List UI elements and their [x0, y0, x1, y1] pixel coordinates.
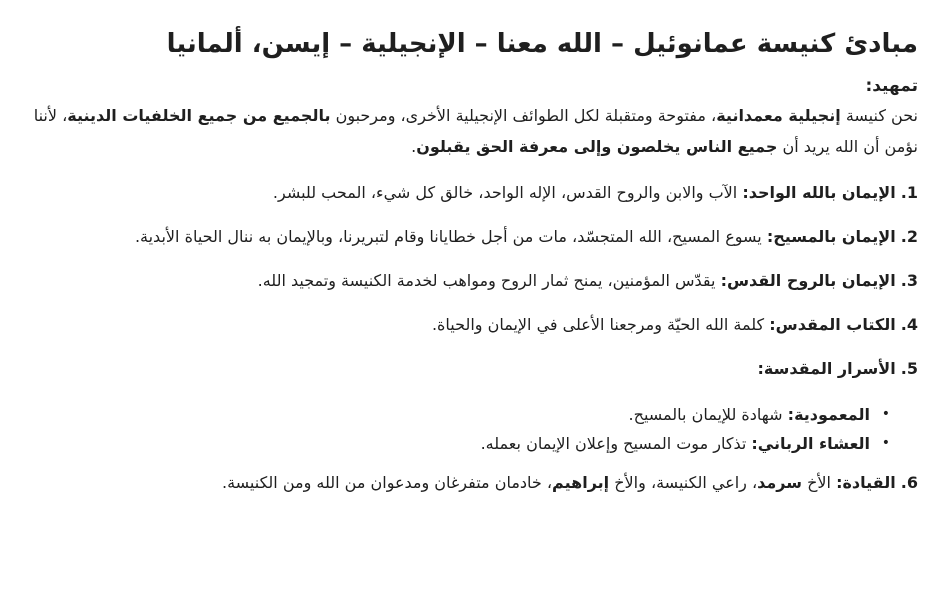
principle-number: 4.	[900, 315, 918, 334]
intro-text-2: ، مفتوحة ومتقبلة لكل الطوائف الإنجيلية الأخرى، ومرحبون	[330, 106, 717, 125]
sacraments-list	[14, 400, 918, 458]
intro-bold-2: بالجميع من جميع الخلفيات الدينية	[67, 106, 331, 125]
principle-label: الكتاب المقدس:	[769, 315, 896, 334]
leadership-text-1: الأخ	[802, 473, 837, 492]
principle-item-4	[14, 312, 918, 338]
principle-label: الإيمان بالله الواحد:	[742, 183, 896, 202]
principle-number: 2.	[900, 227, 918, 246]
intro-paragraph	[14, 100, 918, 162]
list-item-lords-supper	[14, 429, 890, 458]
bullet-icon: •	[881, 406, 890, 422]
page-title: مبادئ كنيسة عمانوئيل – الله معنا – الإنجيلية – إيسن، ألمانيا	[166, 29, 918, 59]
principle-number: 3.	[900, 271, 918, 290]
intro-bold-3: جميع الناس يخلصون وإلى معرفة الحق يقبلون	[416, 137, 778, 156]
bullet-icon: •	[881, 435, 890, 451]
principle-label: الإيمان بالروح القدس:	[720, 271, 896, 290]
principle-number: 1.	[900, 183, 918, 202]
principle-label: الإيمان بالمسيح:	[766, 227, 896, 246]
sacrament-text: تذكار موت المسيح وإعلان الإيمان بعمله.	[480, 434, 752, 453]
leadership-name-1: سرمد	[757, 473, 802, 492]
intro-text-4: .	[411, 137, 417, 156]
principle-item-3	[14, 268, 918, 294]
leadership-text-2: ، راعي الكنيسة، والأخ	[609, 473, 758, 492]
principle-item-5	[14, 356, 918, 382]
sacrament-label: المعمودية:	[787, 405, 870, 424]
principle-text: الآب والابن والروح القدس، الإله الواحد، خالق كل شيء، المحب للبشر.	[272, 183, 743, 202]
intro-text-1: نحن كنيسة	[840, 106, 918, 125]
intro-bold-1: إنجيلية معمدانية	[716, 106, 841, 125]
principle-text: يسوع المسيح، الله المتجسّد، مات من أجل خطايانا وقام لتبريرنا، وبالإيمان به ننال الحياة الأبدية.	[134, 227, 767, 246]
intro-heading: تمهيد:	[865, 76, 918, 96]
principle-number: 6.	[900, 473, 918, 492]
list-item-baptism	[14, 400, 890, 429]
principle-item-2	[14, 224, 918, 250]
principle-item-1	[14, 180, 918, 206]
leadership-name-2: إبراهيم	[552, 473, 610, 492]
principle-label: الأسرار المقدسة:	[757, 359, 896, 378]
intro-text-3: ، لأننا نؤمن أن الله يريد أن	[33, 106, 918, 156]
leadership-text-3: ، خادمان متفرغان ومدعوان من الله ومن الكنيسة.	[221, 473, 553, 492]
principle-text: كلمة الله الحيّة ومرجعنا الأعلى في الإيمان والحياة.	[431, 315, 770, 334]
principle-label: القيادة:	[836, 473, 896, 492]
sacrament-label: العشاء الرباني:	[751, 434, 870, 453]
principle-text: يقدّس المؤمنين، يمنح ثمار الروح ومواهب لخدمة الكنيسة وتمجيد الله.	[257, 271, 721, 290]
sacrament-text: شهادة للإيمان بالمسيح.	[628, 405, 788, 424]
principle-number: 5.	[900, 359, 918, 378]
principle-item-6	[14, 470, 918, 496]
